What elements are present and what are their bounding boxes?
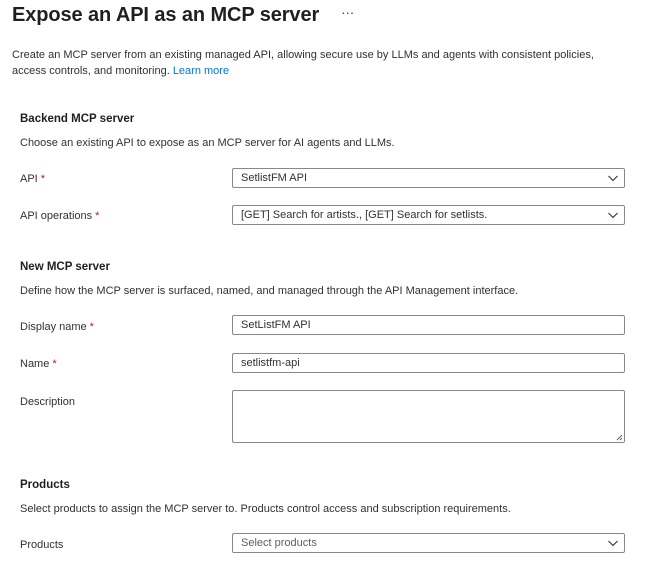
products-section-description: Select products to assign the MCP server to. Products control access and subscription requirements. [20, 503, 511, 515]
name-label [20, 358, 57, 370]
backend-section-title: Backend MCP server [20, 113, 135, 125]
intro-description: Create an MCP server from an existing managed API, allowing secure use by LLMs and agents with consistent policies, access controls, and monitoring. [12, 49, 594, 77]
new-server-section-title: New MCP server [20, 261, 110, 273]
required-marker: * [40, 173, 46, 185]
chevron-down-icon [607, 172, 619, 184]
page-title: Expose an API as an MCP server [12, 4, 320, 26]
description-textarea[interactable] [232, 390, 625, 443]
chevron-down-icon [607, 209, 619, 221]
more-options-button[interactable]: ··· [341, 5, 355, 20]
api-operations-label-text: API operations [20, 210, 93, 222]
api-operations-dropdown-value: [GET] Search for artists., [GET] Search for setlists. [241, 209, 488, 221]
name-label-text: Name [20, 358, 50, 370]
learn-more-link[interactable]: Learn more [172, 65, 230, 77]
products-label: Products [20, 539, 64, 551]
intro-text [12, 47, 612, 79]
name-input[interactable]: setlistfm-api [232, 353, 625, 373]
description-label: Description [20, 396, 76, 408]
api-label-text: API [20, 173, 38, 185]
chevron-down-icon [607, 537, 619, 549]
backend-section-description: Choose an existing API to expose as an MCP server for AI agents and LLMs. [20, 137, 395, 149]
display-name-input[interactable]: SetListFM API [232, 315, 625, 335]
required-marker: * [89, 321, 94, 333]
api-dropdown[interactable] [232, 168, 625, 188]
required-marker: * [52, 358, 57, 370]
api-operations-dropdown[interactable] [232, 205, 625, 225]
api-operations-label [20, 210, 99, 222]
products-dropdown[interactable] [232, 533, 625, 553]
new-server-section-description: Define how the MCP server is surfaced, named, and managed through the API Management interface. [20, 285, 519, 297]
display-name-label [20, 321, 94, 333]
api-label [20, 173, 45, 185]
display-name-label-text: Display name [20, 321, 87, 333]
products-section-title: Products [20, 479, 70, 491]
products-dropdown-placeholder: Select products [241, 537, 317, 549]
page-header [12, 4, 354, 27]
resize-grip-icon[interactable] [615, 433, 623, 441]
api-dropdown-value: SetlistFM API [241, 172, 308, 184]
required-marker: * [95, 210, 100, 222]
